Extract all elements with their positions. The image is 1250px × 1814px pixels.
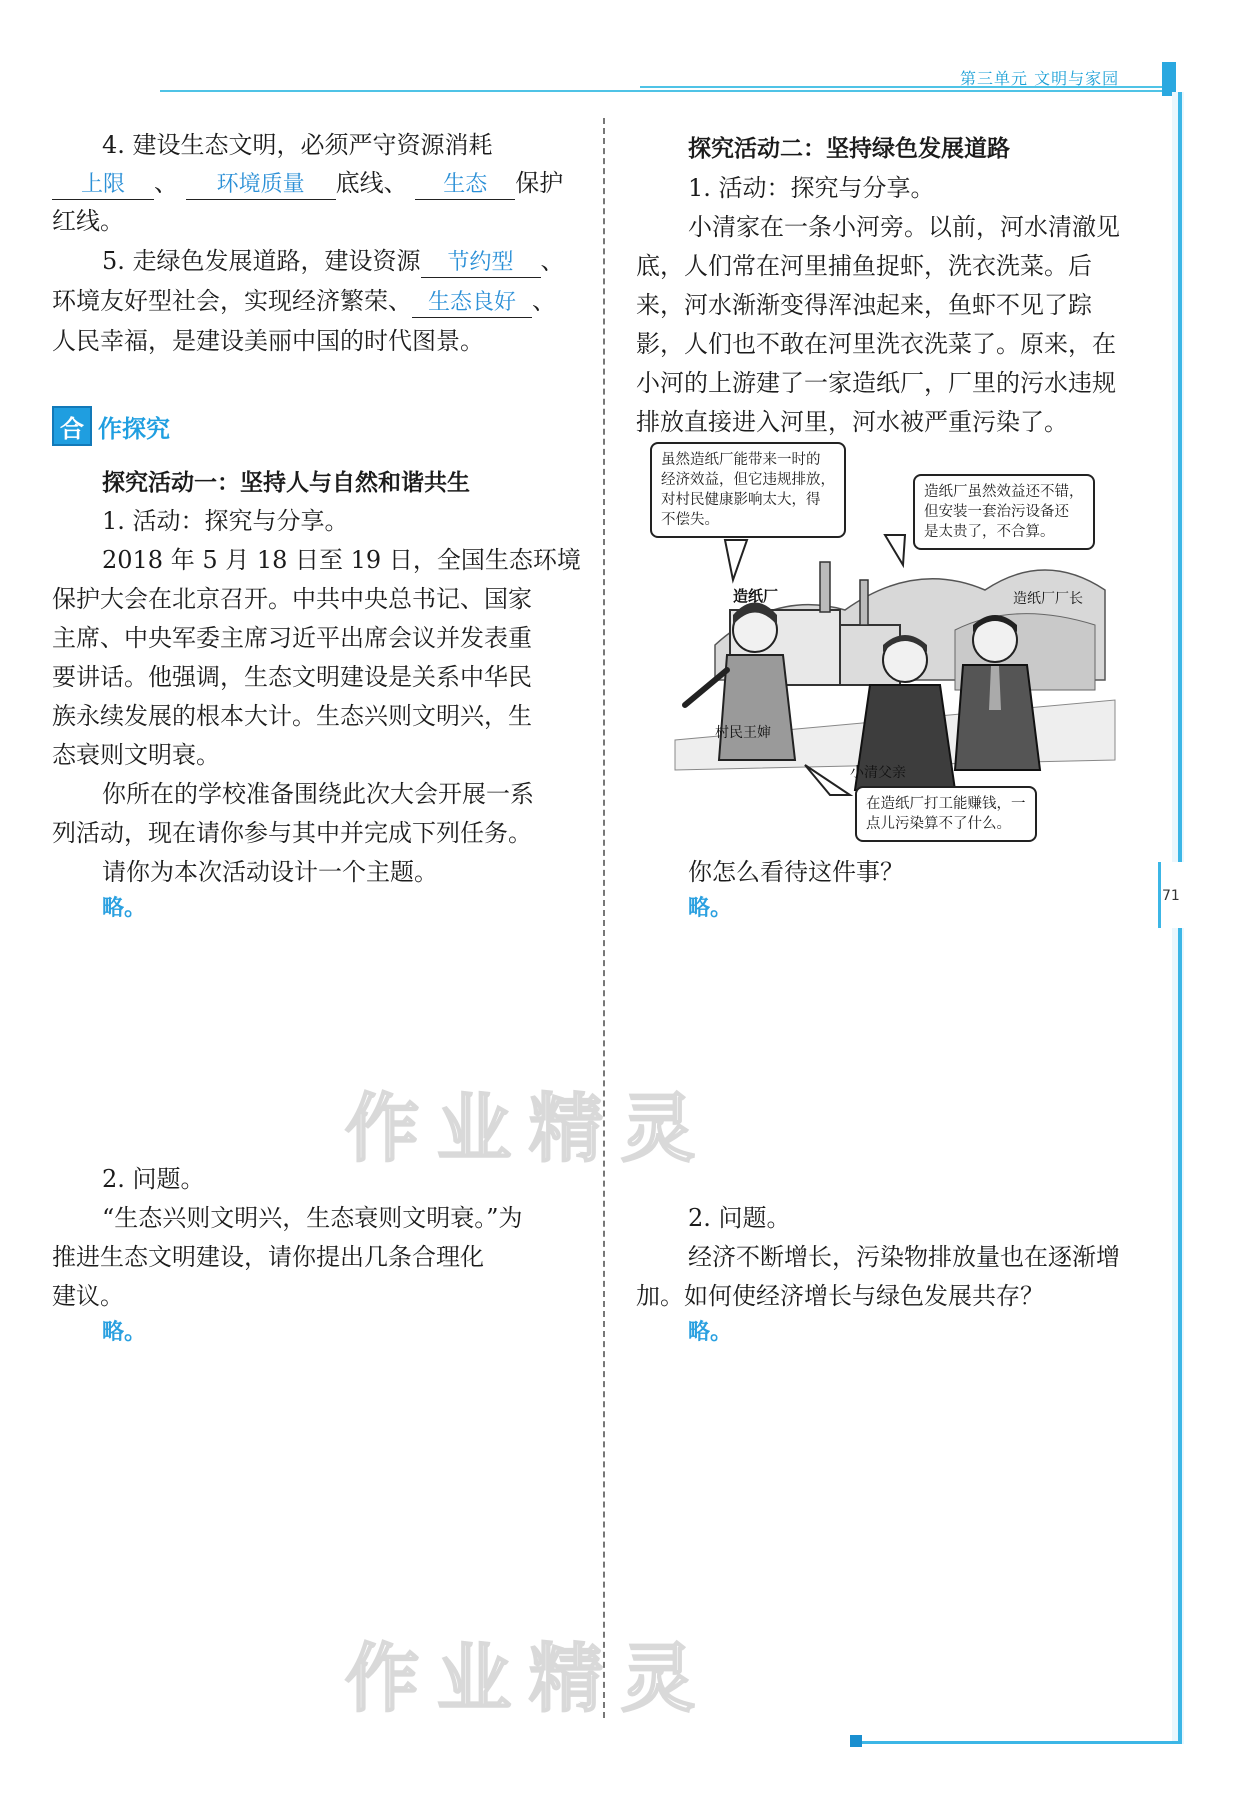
para-line: 态衰则文明衰。: [52, 741, 220, 769]
q5-line3: 人民幸福，是建设美丽中国的时代图景。: [52, 327, 484, 355]
para-line: 要讲话。他强调，生态文明建设是关系中华民: [52, 663, 532, 691]
para-line: 族永续发展的根本大计。生态兴则文明兴，生: [52, 702, 532, 730]
speech-bubble-director: 造纸厂虽然效益还不错， 但安装一套治污设备还 是太贵了，不合算。: [913, 474, 1095, 550]
header-rule: [160, 90, 1170, 92]
para-line: 小河的上游建了一家造纸厂，厂里的污水违规: [636, 369, 1116, 397]
factory-sign: 造纸厂: [733, 587, 779, 605]
speech-bubble-father: 在造纸厂打工能赚钱，一 点儿污染算不了什么。: [855, 786, 1037, 842]
header-tab: [1162, 62, 1176, 96]
q4-line2: 上限 、 环境质量 底线、 生态 保护: [52, 166, 563, 200]
section-box-icon: 合: [52, 406, 92, 446]
speech-bubble-aunt: 虽然造纸厂能带来一时的 经济效益，但它违规排放， 对村民健康影响太大，得 不偿失。: [650, 442, 846, 538]
activity1-item1: 1. 活动：探究与分享。: [102, 507, 349, 535]
bottom-rule: [852, 1741, 1182, 1744]
answer-text: 略。: [102, 1320, 147, 1345]
answer-text: 略。: [688, 1320, 733, 1345]
para-line: 你所在的学校准备围绕此次大会开展一系: [102, 780, 534, 808]
para-line: “生态兴则文明兴，生态衰则文明衰。”为: [102, 1204, 523, 1232]
watermark: 作业精灵: [345, 1636, 713, 1722]
answer-blank[interactable]: 生态良好: [412, 289, 532, 318]
column-divider: [603, 118, 605, 1718]
q5-line1: 5. 走绿色发展道路，建设资源 节约型 、: [102, 244, 565, 278]
para-line: 经济不断增长，污染物排放量也在逐渐增: [688, 1243, 1120, 1271]
activity2-question: 你怎么看待这件事？: [688, 858, 904, 886]
section-title: 合 作探究: [52, 404, 170, 448]
answer-text: 略。: [102, 896, 147, 921]
label-aunt: 村民王婶: [715, 725, 771, 741]
para-line: 来，河水渐渐变得浑浊起来，鱼虾不见了踪: [636, 291, 1092, 319]
para-line: 2018 年 5 月 18 日至 19 日，全国生态环境: [102, 546, 581, 574]
comic-illustration: [655, 440, 1135, 840]
activity2-item2: 2. 问题。: [688, 1204, 791, 1232]
q4-line3: 红线。: [52, 207, 124, 235]
para-line: 主席、中央军委主席习近平出席会议并发表重: [52, 624, 532, 652]
q5-line2: 环境友好型社会，实现经济繁荣、 生态良好 、: [52, 284, 556, 318]
answer-blank[interactable]: 生态: [415, 171, 515, 200]
label-director: 造纸厂厂长: [1013, 591, 1083, 607]
para-line: 保护大会在北京召开。中共中央总书记、国家: [52, 585, 532, 613]
activity1-title: 探究活动一：坚持人与自然和谐共生: [102, 470, 470, 496]
label-father: 小清父亲: [850, 765, 906, 781]
answer-blank[interactable]: 上限: [52, 171, 154, 200]
para-line: 影，人们也不敢在河里洗衣洗菜了。原来，在: [636, 330, 1116, 358]
answer-blank[interactable]: 节约型: [421, 249, 541, 278]
activity2-title: 探究活动二：坚持绿色发展道路: [688, 136, 1010, 162]
activity1-item2: 2. 问题。: [102, 1165, 205, 1193]
para-line: 加。如何使经济增长与绿色发展共存？: [636, 1282, 1044, 1310]
para-line: 排放直接进入河里，河水被严重污染了。: [636, 408, 1068, 436]
activity2-item1: 1. 活动：探究与分享。: [688, 174, 935, 202]
para-line: 列活动，现在请你参与其中并完成下列任务。: [52, 819, 532, 847]
page-number: 71: [1162, 888, 1180, 904]
answer-text: 略。: [688, 896, 733, 921]
para-line: 推进生态文明建设，请你提出几条合理化: [52, 1243, 484, 1271]
unit-header: 第三单元 文明与家园: [960, 69, 1120, 88]
para-line: 建议。: [52, 1282, 124, 1310]
watermark: 作业精灵: [345, 1086, 713, 1172]
para-line: 底，人们常在河里捕鱼捉虾，洗衣洗菜。后: [636, 252, 1092, 280]
q4-line1: 4. 建设生态文明，必须严守资源消耗: [102, 131, 493, 159]
answer-blank[interactable]: 环境质量: [186, 171, 336, 200]
para-line: 小清家在一条小河旁。以前，河水清澈见: [688, 213, 1120, 241]
activity1-task: 请你为本次活动设计一个主题。: [102, 858, 438, 886]
bottom-square: [850, 1735, 862, 1747]
